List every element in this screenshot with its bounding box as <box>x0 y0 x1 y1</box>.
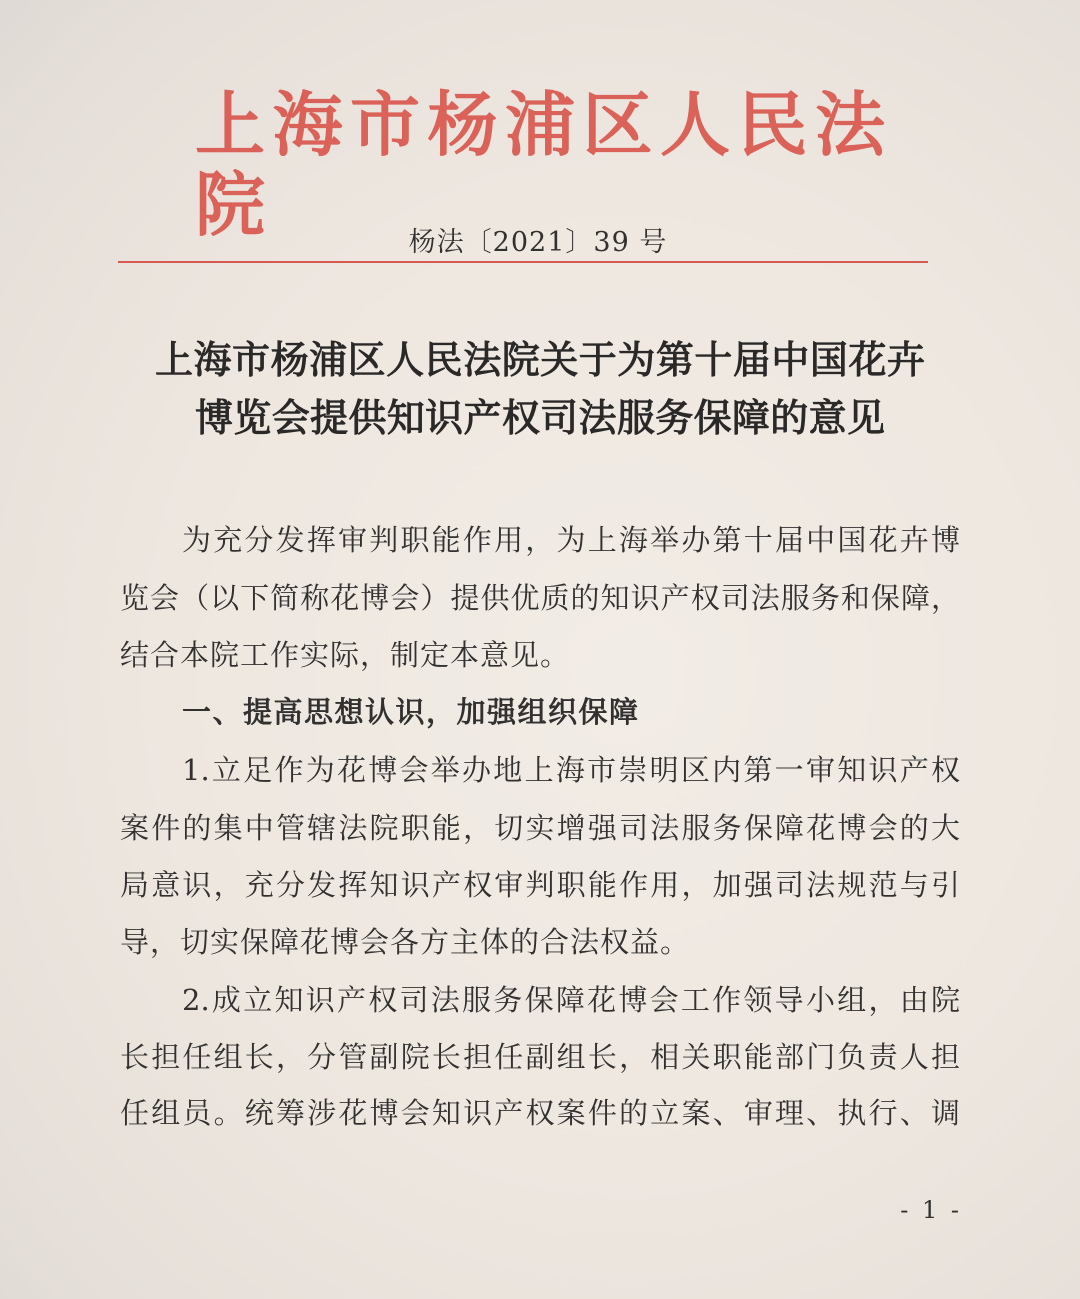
item-1-line: 1.立足作为花博会举办地上海市崇明区内第一审知识产权 <box>182 753 960 787</box>
red-divider-line <box>118 261 928 263</box>
item-2-line: 任组员。统筹涉花博会知识产权案件的立案、审理、执行、调 <box>120 1096 960 1130</box>
intro-line: 览会（以下简称花博会）提供优质的知识产权司法服务和保障， <box>120 581 960 615</box>
letterhead-court-name: 上海市杨浦区人民法院 <box>195 83 885 246</box>
item-2-line: 长担任组长，分管副院长担任副组长，相关职能部门负责人担 <box>120 1040 960 1074</box>
item-2-line: 2.成立知识产权司法服务保障花博会工作领导小组，由院 <box>182 983 960 1017</box>
intro-line: 结合本院工作实际，制定本意见。 <box>120 638 571 672</box>
document-number: 杨法〔2021〕39 号 <box>408 227 668 258</box>
intro-line: 为充分发挥审判职能作用，为上海举办第十届中国花卉博 <box>182 523 960 557</box>
page-number: - 1 - <box>900 1196 962 1224</box>
item-1-line: 导，切实保障花博会各方主体的合法权益。 <box>120 925 691 959</box>
document-title-line-2: 博览会提供知识产权司法服务保障的意见 <box>195 395 885 440</box>
item-1-line: 局意识，充分发挥知识产权审判职能作用，加强司法规范与引 <box>120 868 960 902</box>
document-title-line-1: 上海市杨浦区人民法院关于为第十届中国花卉 <box>155 337 925 382</box>
section-heading: 一、提高思想认识，加强组织保障 <box>182 695 640 729</box>
item-1-line: 案件的集中管辖法院职能，切实增强司法服务保障花博会的大 <box>120 811 960 845</box>
